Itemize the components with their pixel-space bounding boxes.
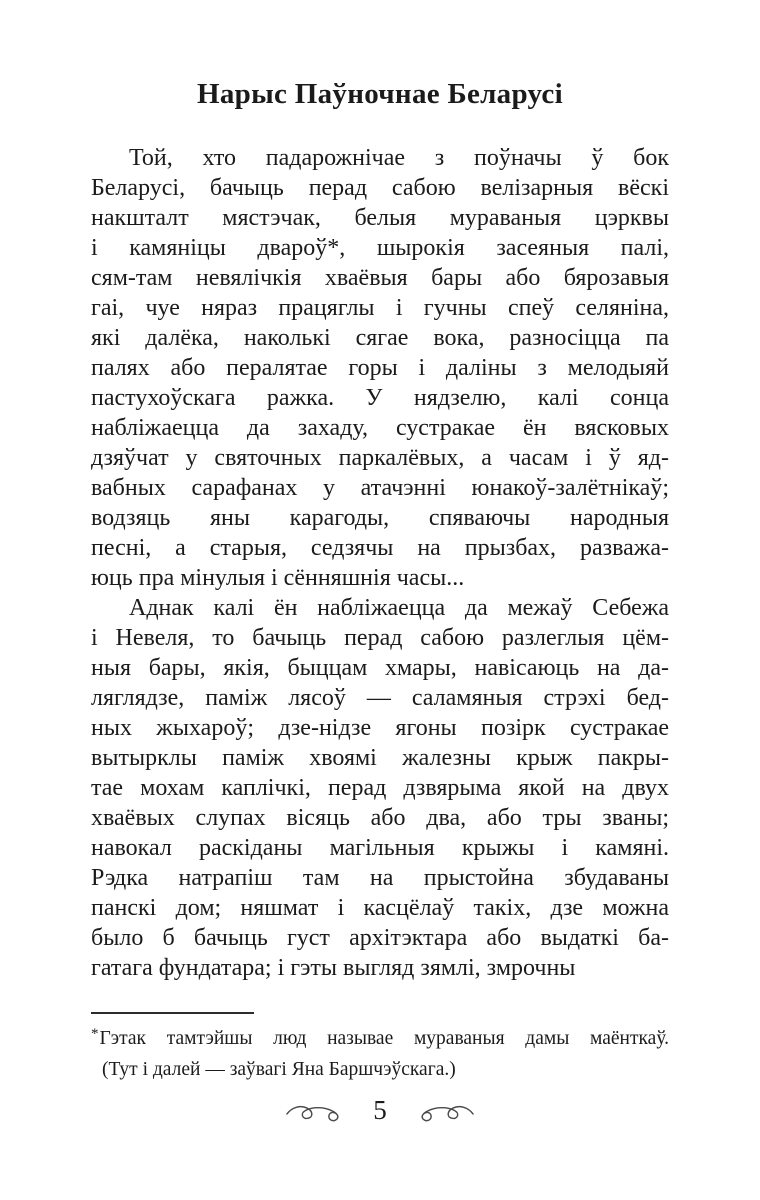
text-line: Беларусі, бачыць перад сабою велізарныя вёскі <box>91 175 669 201</box>
text-line: было б бачыць густ архітэктара або выдаткі ба- <box>91 925 669 951</box>
footnote-line-2: (Тут і далей — заўвагі Яна Баршчэўскага.) <box>102 1059 456 1080</box>
text-line: гатага фундатара; і гэты выгляд зямлі, змрочны <box>91 955 576 981</box>
paragraph <box>91 143 669 593</box>
text-line: ляглядзе, паміж лясоў — саламяныя стрэхі бед- <box>91 685 669 711</box>
text-line: юць пра мінулыя і сённяшнія часы... <box>91 565 465 591</box>
text-line: песні, а старыя, седзячы на прызбах, разважа- <box>91 535 669 561</box>
chapter-title: Нарыс Паўночнае Беларусі <box>197 78 563 110</box>
text-line: Аднак калі ён набліжаецца да межаў Себежа <box>129 595 669 621</box>
text-line: вабных сарафанах у атачэнні юнакоў-залётнікаў; <box>91 475 669 501</box>
text-line: які далёка, наколькі сягае вока, разносіцца па <box>91 325 669 351</box>
text-line: гаі, чуе няраз працяглы і гучны спеў селяніна, <box>91 295 669 321</box>
text-line: Той, хто падарожнічае з поўначы ў бок <box>129 145 669 171</box>
text-line: набліжаецца да захаду, сустракае ён вясковых <box>91 415 669 441</box>
text-line: палях або пералятае горы і даліны з мелодыяй <box>91 355 669 381</box>
text-line: панскі дом; няшмат і касцёлаў такіх, дзе можна <box>91 895 669 921</box>
text-line: Рэдка натрапіш там на прыстойна збудаваны <box>91 865 669 891</box>
text-line: ныя бары, якія, быццам хмары, навісаюць на да- <box>91 655 669 681</box>
flourish-ornament-right <box>417 1101 475 1125</box>
footnote-marker: * <box>91 1026 99 1042</box>
flourish-ornament-left <box>285 1101 343 1125</box>
footnote-text: Гэтак тамтэйшы люд называе мураваныя дамы маёнткаў. <box>99 1028 669 1049</box>
text-line: хваёвых слупах вісяць або два, або тры званы; <box>91 805 669 831</box>
text-line: вытырклы паміж хвоямі жалезны крыж пакры- <box>91 745 669 771</box>
body-text <box>91 143 669 983</box>
text-line: дзяўчат у святочных паркалёвых, а часам і ў яд- <box>91 445 669 471</box>
text-line: водзяць яны карагоды, спяваючы народныя <box>91 505 669 531</box>
text-line: ных жыхароў; дзе-нідзе ягоны позірк сустракае <box>91 715 669 741</box>
footnote-rule <box>91 1012 254 1014</box>
paragraph <box>91 593 669 983</box>
text-line: накшталт мястэчак, белыя мураваныя цэрквы <box>91 205 669 231</box>
text-line: сям-там невялічкія хваёвыя бары або бярозавыя <box>91 265 669 291</box>
text-line: і Невеля, то бачыць перад сабою разлеглыя цём- <box>91 625 669 651</box>
page-footer <box>0 1097 760 1128</box>
text-line: пастухоўскага ражка. У нядзелю, калі сонца <box>91 385 669 411</box>
text-line: тае мохам каплічкі, перад дзвярыма якой на двух <box>91 775 669 801</box>
text-line: навокал раскіданы магільныя крыжы і камяні. <box>91 835 669 861</box>
footnote <box>91 1012 669 1084</box>
footnote-line-1 <box>91 1024 669 1055</box>
text-line: і камяніцы двароў*, шырокія засеяныя палі, <box>91 235 669 261</box>
page-number: 5 <box>373 1095 387 1125</box>
